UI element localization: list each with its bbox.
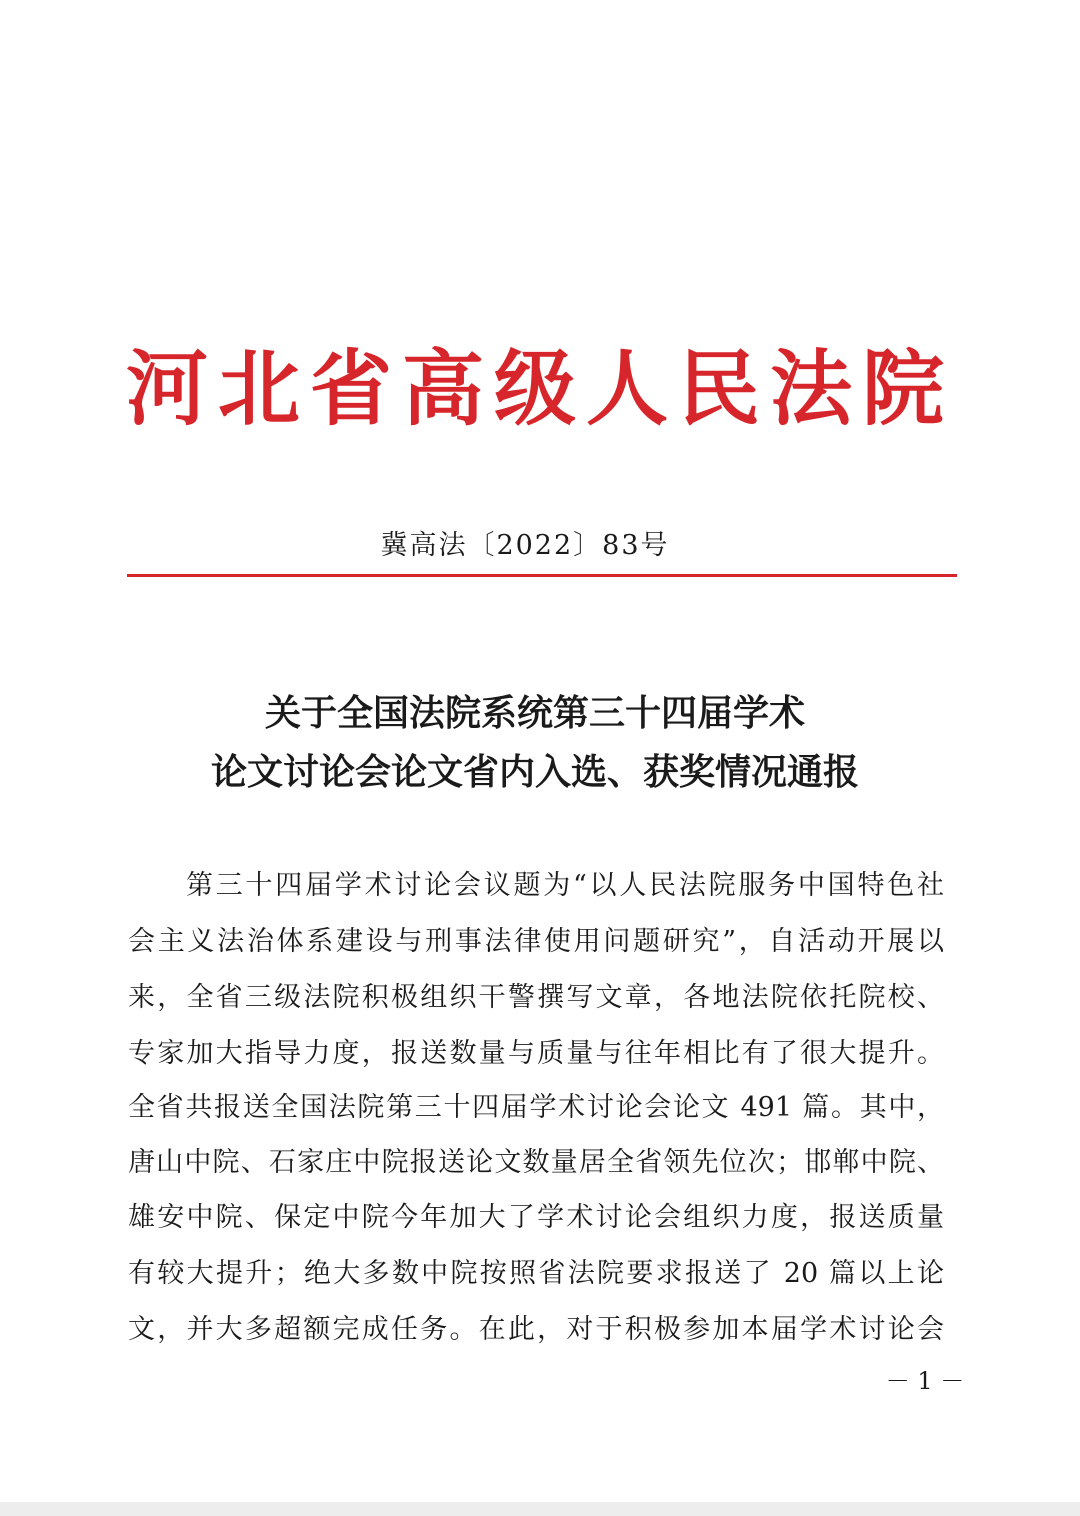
- body-line: 雄安中院、保定中院今年加大了学术讨论会组织力度，报送质量: [128, 1202, 944, 1233]
- page-number: － 1 －: [885, 1367, 965, 1395]
- body-line: 来，全省三级法院积极组织干警撰写文章，各地法院依托院校、: [128, 982, 944, 1013]
- document-title-line-2: 论文讨论会论文省内入选、获奖情况通报: [210, 751, 859, 793]
- document-number: 冀高法〔2022〕83号: [380, 530, 670, 561]
- body-line: 有较大提升；绝大多数中院按照省法院要求报送了 20 篇以上论: [128, 1258, 944, 1289]
- bottom-edge-strip: [0, 1502, 1080, 1516]
- body-line: 唐山中院、石家庄中院报送论文数量居全省领先位次；邯郸中院、: [128, 1147, 944, 1178]
- document-title-line-1: 关于全国法院系统第三十四届学术: [264, 692, 805, 734]
- body-line: 全省共报送全国法院第三十四届学术讨论会论文 491 篇。其中，: [128, 1092, 944, 1123]
- body-line: 文，并大多超额完成任务。在此，对于积极参加本届学术讨论会: [128, 1314, 944, 1345]
- body-line: 第三十四届学术讨论会议题为“以人民法院服务中国特色社: [186, 870, 944, 901]
- body-line: 会主义法治体系建设与刑事法律使用问题研究”，自活动开展以: [128, 926, 944, 957]
- issuing-organization-header: 河北省高级人民法院: [125, 342, 954, 437]
- red-separator-line: [127, 574, 957, 577]
- body-line: 专家加大指导力度，报送数量与质量与往年相比有了很大提升。: [128, 1038, 944, 1069]
